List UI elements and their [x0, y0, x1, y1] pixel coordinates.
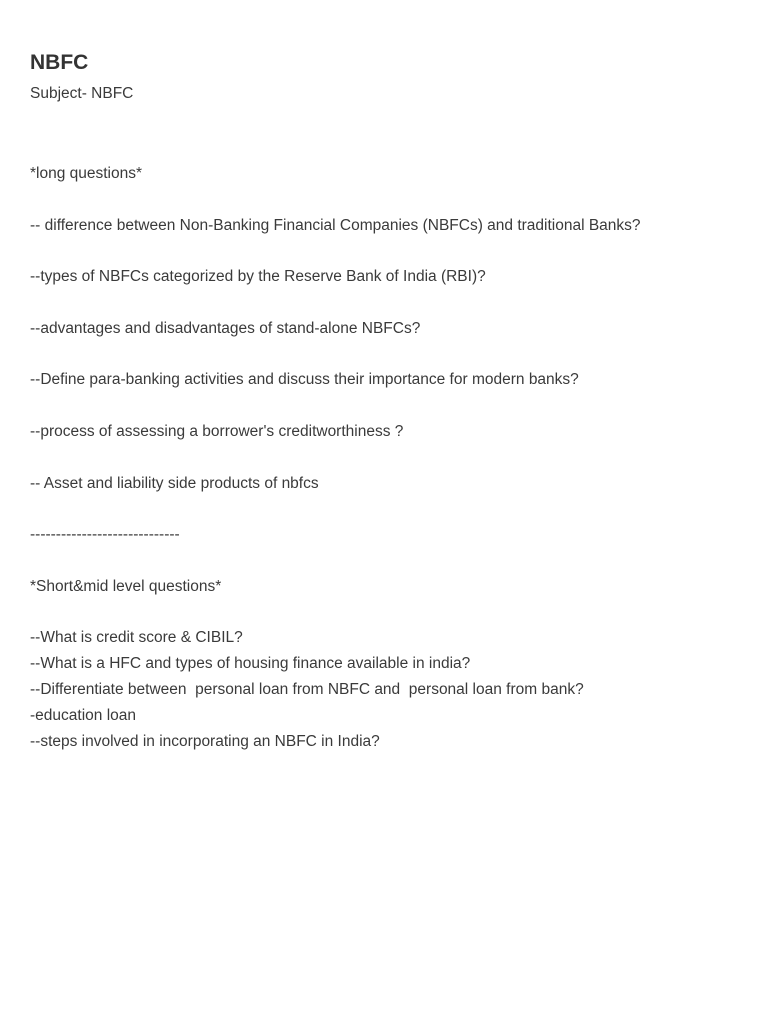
note-subtitle: Subject- NBFC [30, 85, 134, 102]
short-question-item: --Differentiate between personal loan from NBFC and personal loan from bank? [30, 680, 584, 698]
short-questions-heading: *Short&mid level questions* [30, 577, 222, 595]
blank-line [30, 342, 740, 368]
long-question-item: -- difference between Non-Banking Financial Companies (NBFCs) and traditional Banks? [30, 216, 641, 234]
blank-line [30, 600, 740, 626]
blank-line [30, 393, 740, 419]
short-question-item: --What is credit score & CIBIL? [30, 629, 243, 647]
long-question-item: --types of NBFCs categorized by the Reserve Bank of India (RBI)? [30, 268, 486, 286]
blank-line [30, 548, 740, 574]
long-question-item: --process of assessing a borrower's creditworthiness ? [30, 422, 404, 440]
note-body[interactable] [30, 161, 740, 754]
note-title: NBFC [30, 51, 89, 74]
long-question-item: --advantages and disadvantages of stand-alone NBFCs? [30, 319, 421, 337]
long-questions-heading: *long questions* [30, 165, 143, 182]
blank-line [30, 445, 740, 471]
section-separator: ----------------------------- [30, 526, 180, 544]
short-question-item: -education loan [30, 706, 136, 724]
long-question-item: -- Asset and liability side products of nbfcs [30, 474, 319, 492]
long-question-item: --Define para-banking activities and discuss their importance for modern banks? [30, 371, 579, 389]
blank-line [30, 496, 740, 522]
short-question-item: --What is a HFC and types of housing finance available in india? [30, 655, 471, 673]
short-question-item: --steps involved in incorporating an NBFC in India? [30, 732, 380, 750]
blank-line [30, 290, 740, 316]
blank-line [30, 187, 740, 213]
note-content[interactable] [30, 50, 740, 754]
blank-line [30, 238, 740, 264]
